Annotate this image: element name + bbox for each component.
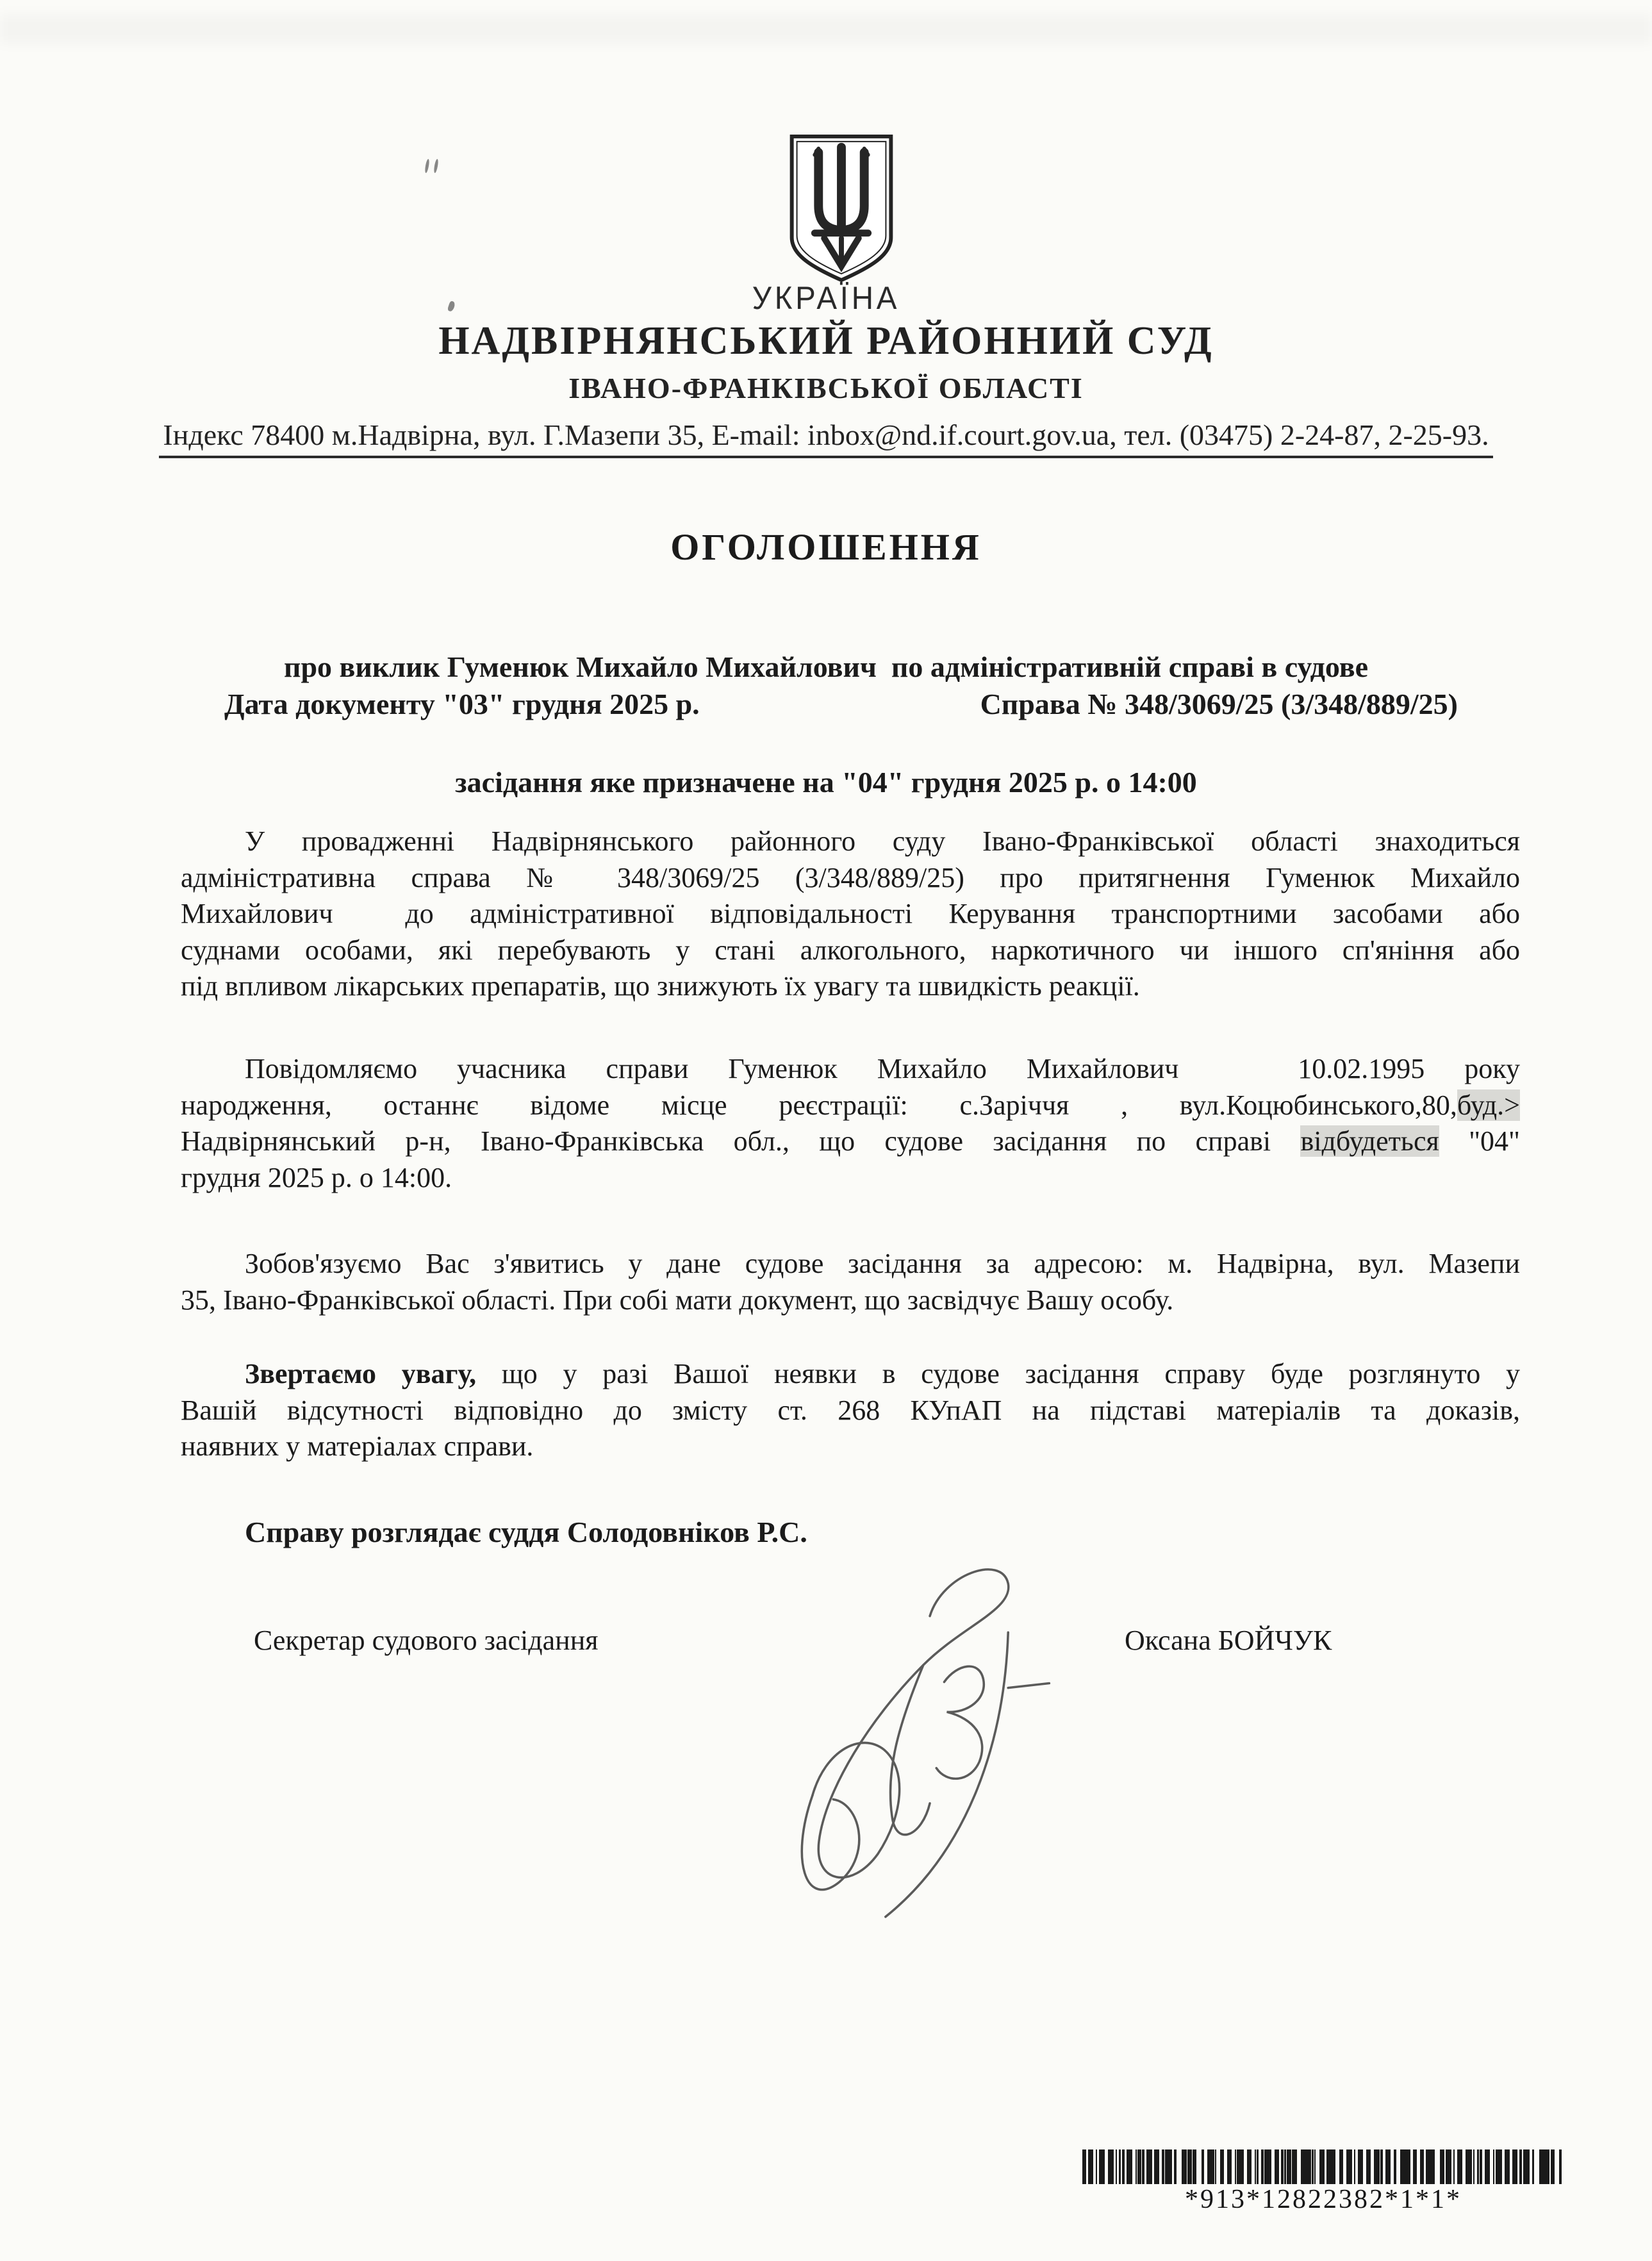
paragraph-line: Надвірнянський р-н, Івано-Франківська обл., що судове засідання по справі відбудеться "04" (181, 1125, 1521, 1157)
paragraph-line: Повідомляємо учасника справи Гуменюк Михайло Михайлович 10.02.1995 року (245, 1053, 1520, 1084)
paragraph-line: суднами особами, які перебувають у стані алкогольного, наркотичного чи іншого сп'яніння або (181, 934, 1520, 966)
scan-noise-band (0, 14, 1652, 44)
barcode-text: *913*12822382*1*1* (1185, 2185, 1462, 2214)
court-name: НАДВІРНЯНСЬКИЙ РАЙОННИЙ СУД (438, 319, 1214, 363)
paragraph-line: народження, останнє відоме місце реєстрації: с.Заріччя , вул.Коцюбинського,80,буд.> (181, 1089, 1520, 1121)
secretary-name: Оксана БОЙЧУК (1125, 1625, 1332, 1656)
paragraph-line: 35, Івано-Франківської області. При собі мати документ, що засвідчує Вашу особу. (181, 1284, 1174, 1316)
contact-line-wrap (0, 418, 1652, 458)
paragraph-line: Зобов'язуємо Вас з'явитись у дане судове засідання за адресою: м. Надвірна, вул. Мазепи (245, 1248, 1520, 1279)
announcement-subtitle-line: засідання яке призначене на "04" грудня 2025 р. о 14:00 (455, 766, 1197, 799)
ukraine-trident-emblem-icon (787, 132, 896, 285)
paragraph-line: Вашій відсутності відповідно до змісту ст. 268 КУпАП на підставі матеріалів та доказів, (181, 1394, 1520, 1426)
document-date: Дата документу "03" грудня 2025 р. (224, 688, 700, 720)
country-label: УКРАЇНА (752, 280, 900, 316)
body-paragraph-obligation (181, 1246, 1520, 1318)
announcement-title: ОГОЛОШЕННЯ (670, 526, 982, 568)
court-contact-line: Індекс 78400 м.Надвірна, вул. Г.Мазепи 35, E-mail: inbox@nd.if.court.gov.ua, тел. (03475) 2-24-87, 2-25-93. (159, 418, 1492, 458)
judge-line: Справу розглядає суддя Солодовніков Р.С. (245, 1516, 807, 1548)
scan-artifact-mark (424, 159, 430, 174)
paragraph-line: наявних у матеріалах справи. (181, 1430, 534, 1462)
secretary-label: Секретар судового засідання (254, 1625, 599, 1656)
barcode (1082, 2149, 1564, 2184)
body-paragraph-proceedings (181, 824, 1520, 1005)
paragraph-line: адміністративна справа № 348/3069/25 (3/348/889/25) про притягнення Гуменюк Михайло (181, 861, 1520, 893)
document-meta-row (224, 687, 1458, 721)
body-paragraph-notification (181, 1051, 1520, 1196)
paragraph-line: Звертаємо увагу, що у разі Вашої неявки в судове засідання справу буде розглянуто у (245, 1358, 1520, 1389)
court-region: ІВАНО-ФРАНКІВСЬКОЇ ОБЛАСТІ (568, 372, 1084, 404)
paragraph-line: під впливом лікарських препаратів, що знижують їх увагу та швидкість реакції. (181, 970, 1140, 1002)
handwritten-signature-icon (724, 1554, 1057, 1919)
paragraph-line: грудня 2025 р. о 14:00. (181, 1161, 452, 1193)
paragraph-line: У провадженні Надвірнянського районного суду Івано-Франківської області знаходиться (245, 825, 1520, 857)
scan-artifact-mark (433, 159, 439, 174)
body-paragraph-warning (181, 1356, 1520, 1465)
announcement-subtitle-line: про виклик Гуменюк Михайло Михайлович по адміністративній справі в судове (283, 650, 1369, 683)
paragraph-line: Михайлович до адміністративної відповідальності Керування транспортними засобами або (181, 898, 1520, 929)
case-number: Справа № 348/3069/25 (3/348/889/25) (980, 688, 1458, 720)
